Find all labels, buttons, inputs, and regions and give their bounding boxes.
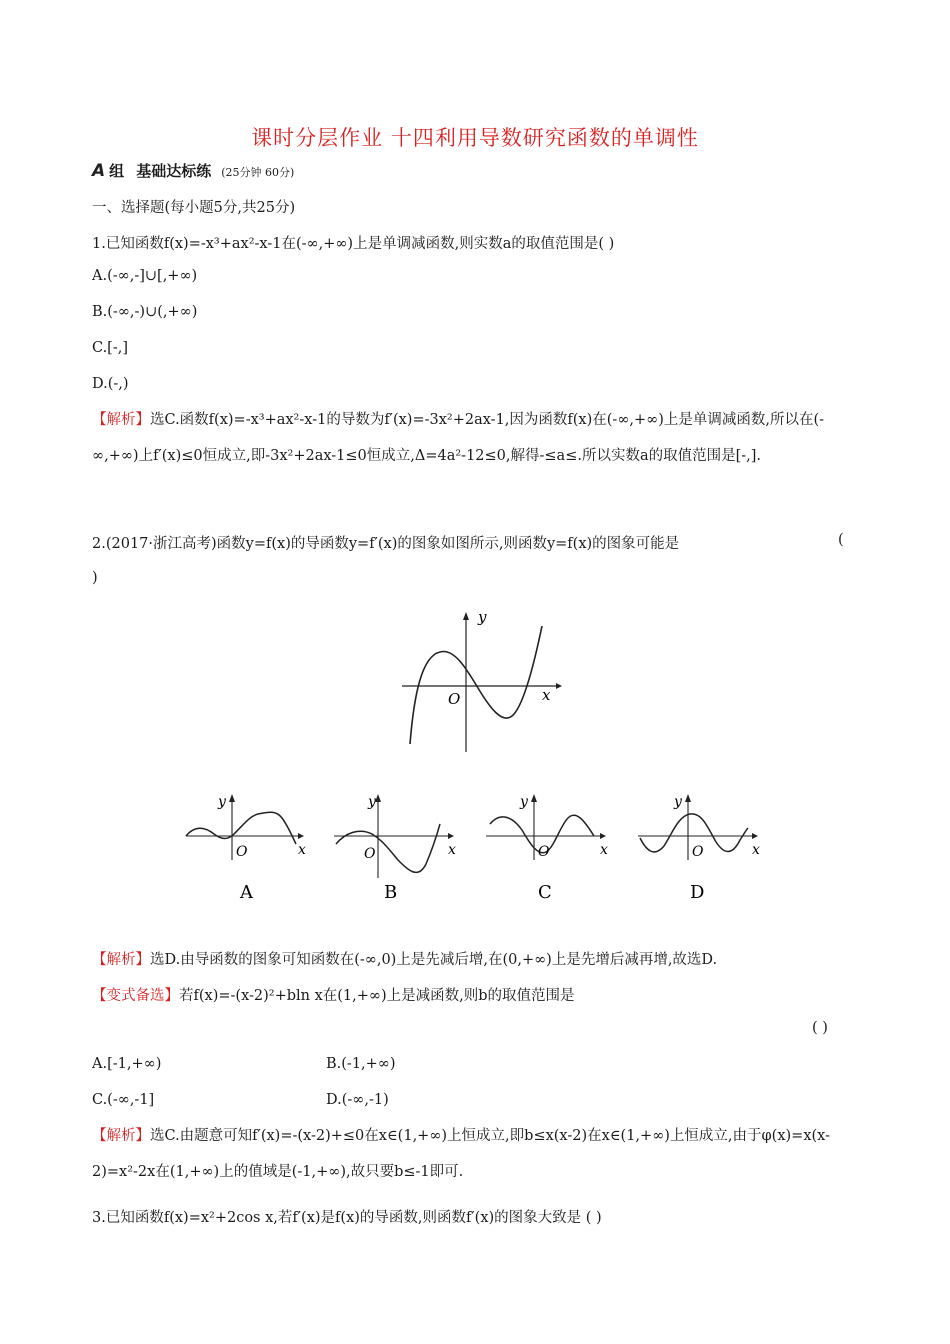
group-meta: (25分钟 60分)	[221, 166, 295, 179]
variant-stem-text: 若f(x)=-(x-2)²+bln x在(1,+∞)上是减函数,则b的取值范围是	[179, 988, 575, 1004]
x-axis-label: x	[298, 842, 306, 858]
option-label-a: A	[240, 882, 253, 903]
analysis-tag: 【解析】	[92, 952, 150, 968]
group-label: 基础达标练	[136, 162, 212, 180]
y-axis-arrow	[463, 612, 469, 620]
analysis-tag: 【解析】	[92, 412, 150, 428]
q1-option-d: D.(-,)	[92, 376, 129, 392]
option-label-b: B	[384, 882, 398, 903]
option-label-d: D	[690, 882, 705, 903]
q2-stem: 2.(2017·浙江高考)函数y=f(x)的导函数y=f′(x)的图象如图所示,则函数y=f(x)的图象可能是	[92, 536, 680, 552]
q1-option-b: B.(-∞,-)∪(,+∞)	[92, 304, 198, 320]
page-title: 课时分层作业 十四利用导数研究函数的单调性	[251, 126, 699, 150]
variant-paren: ( )	[812, 1020, 828, 1036]
origin-label: O	[538, 844, 550, 860]
option-graph-d	[636, 790, 766, 905]
q1-option-a: A.(-∞,-]∪[,+∞)	[92, 268, 198, 284]
variant-option-d: D.(-∞,-1)	[326, 1092, 389, 1108]
derivative-graph	[396, 604, 566, 756]
group-header	[92, 160, 294, 181]
curve-b	[336, 824, 440, 872]
option-graph-a	[184, 790, 314, 905]
y-axis-label: y	[520, 794, 528, 810]
option-graph-b	[330, 790, 460, 905]
y-axis-label: y	[218, 794, 226, 810]
x-axis-label: x	[542, 686, 551, 704]
x-axis-label: x	[600, 842, 608, 858]
q1-analysis	[92, 402, 862, 474]
x-axis-label: x	[448, 842, 456, 858]
option-label-c: C	[538, 882, 552, 903]
y-axis-label: y	[368, 794, 376, 810]
q2-analysis	[92, 948, 717, 969]
q1-stem: 1.已知函数f(x)=-x³+ax²-x-1在(-∞,+∞)上是单调减函数,则实数a的取值范围是( )	[92, 236, 615, 252]
variant-stem	[92, 984, 575, 1005]
y-axis-label: y	[674, 794, 682, 810]
q1-analysis-text: 选C.函数f(x)=-x³+ax²-x-1的导数为f′(x)=-3x²+2ax-1,因为函数f(x)在(-∞,+∞)上是单调减函数,所以在(-∞,+∞)上f′(x)≤0恒成立,即-3x²+2ax-1≤0恒成立,Δ=4a²-12≤0,解得-≤a≤.所以实数a的取值范围是[-,].	[92, 412, 825, 464]
analysis-tag: 【解析】	[92, 1128, 150, 1144]
variant-option-b: B.(-1,+∞)	[326, 1056, 396, 1072]
origin-label: O	[236, 844, 248, 860]
curve-a	[186, 812, 296, 844]
variant-option-c: C.(-∞,-1]	[92, 1092, 155, 1108]
q2-analysis-text: 选D.由导函数的图象可知函数在(-∞,0)上是先减后增,在(0,+∞)上是先增后减再增,故选D.	[150, 952, 718, 968]
variant-tag: 【变式备选】	[92, 988, 179, 1004]
x-axis-label: x	[752, 842, 760, 858]
derivative-curve	[410, 626, 542, 744]
group-badge: A	[92, 161, 106, 181]
option-graph-c	[484, 790, 614, 905]
section-heading: 一、选择题(每小题5分,共25分)	[92, 200, 296, 216]
origin-label: O	[448, 690, 461, 708]
q1-option-c: C.[-,]	[92, 340, 129, 356]
q2-paren-close: )	[92, 570, 98, 586]
group-name: 组	[109, 162, 125, 180]
y-axis-label: y	[478, 608, 487, 626]
q3-stem: 3.已知函数f(x)=x²+2cos x,若f′(x)是f(x)的导函数,则函数f′(x)的图象大致是 ( )	[92, 1210, 602, 1226]
variant-analysis	[92, 1118, 862, 1190]
origin-label: O	[692, 844, 704, 860]
variant-option-a: A.[-1,+∞)	[92, 1056, 162, 1072]
q2-paren-open: (	[838, 532, 844, 548]
origin-label: O	[364, 846, 376, 862]
x-axis-arrow	[556, 683, 562, 689]
variant-analysis-text: 选C.由题意可知f′(x)=-(x-2)+≤0在x∈(1,+∞)上恒成立,即b≤x(x-2)在x∈(1,+∞)上恒成立,由于φ(x)=x(x-2)=x²-2x在(1,+∞)上的值域是(-1,+∞),故只要b≤-1即可.	[92, 1128, 830, 1180]
